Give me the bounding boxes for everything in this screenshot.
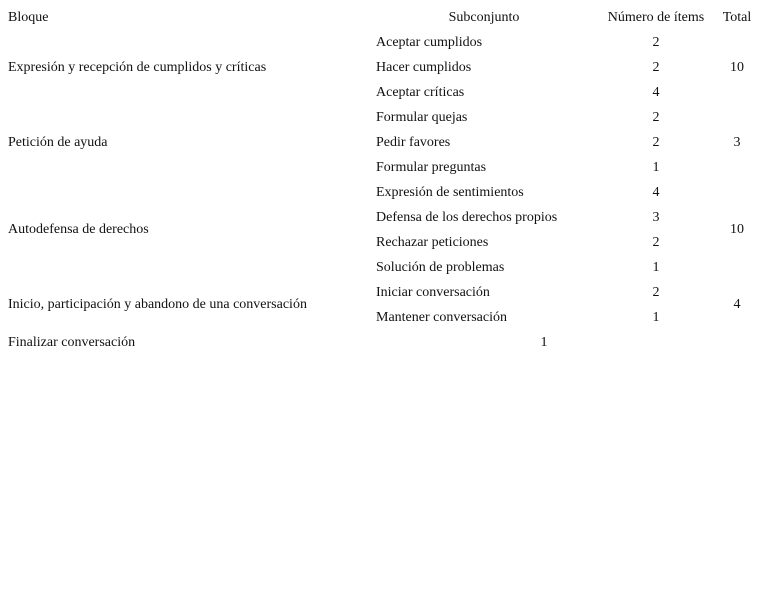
- item-count: 2: [652, 59, 660, 75]
- subset-name: Aceptar cumplidos: [376, 34, 483, 50]
- subset-name: Solución de problemas: [376, 259, 505, 275]
- header-total: Total: [722, 9, 752, 25]
- item-count: 2: [652, 109, 660, 125]
- table-row: [6, 330, 758, 355]
- subset-name: Aceptar críticas: [376, 84, 465, 100]
- header-bloque: Bloque: [8, 9, 49, 25]
- block-total: 4: [733, 297, 741, 312]
- block-total: 10: [730, 222, 744, 237]
- table-row: [6, 280, 758, 305]
- header-row: [6, 5, 758, 30]
- block-name: Expresión y recepción de cumplidos y críticas: [8, 59, 267, 75]
- subset-name: Expresión de sentimientos: [376, 184, 524, 200]
- subset-name: Mantener conversación: [376, 309, 507, 325]
- table-row: [6, 105, 758, 130]
- merged-item-count: 1: [540, 334, 548, 350]
- subset-name: Defensa de los derechos propios: [376, 209, 558, 225]
- header-numero-items: Número de ítems: [607, 9, 705, 25]
- item-count: 4: [652, 84, 660, 100]
- block-name: Finalizar conversación: [8, 334, 136, 350]
- block-name: Petición de ayuda: [8, 134, 108, 150]
- table-row: [6, 180, 758, 205]
- item-count: 3: [652, 209, 660, 225]
- item-count: 2: [652, 134, 660, 150]
- item-count: 1: [652, 309, 660, 325]
- table-row: [6, 30, 758, 55]
- subset-name: Formular preguntas: [376, 159, 487, 175]
- subset-name: Hacer cumplidos: [376, 59, 472, 75]
- subset-name: Iniciar conversación: [376, 284, 490, 300]
- block-total: 10: [730, 59, 744, 75]
- item-count: 2: [652, 34, 660, 50]
- header-subconjunto: Subconjunto: [448, 9, 520, 25]
- block-total-empty: [716, 330, 758, 355]
- block-name: Autodefensa de derechos: [8, 222, 149, 237]
- block-total: 3: [733, 134, 741, 150]
- items-table: [6, 5, 758, 355]
- item-count: 2: [652, 284, 660, 300]
- subset-name: Pedir favores: [376, 134, 451, 150]
- item-count: 4: [652, 184, 660, 200]
- block-name: Inicio, participación y abandono de una conversación: [8, 297, 307, 312]
- item-count: 2: [652, 234, 660, 250]
- item-count: 1: [652, 259, 660, 275]
- item-count: 1: [652, 159, 660, 175]
- subset-name: Rechazar peticiones: [376, 234, 489, 250]
- subset-name: Formular quejas: [376, 109, 468, 125]
